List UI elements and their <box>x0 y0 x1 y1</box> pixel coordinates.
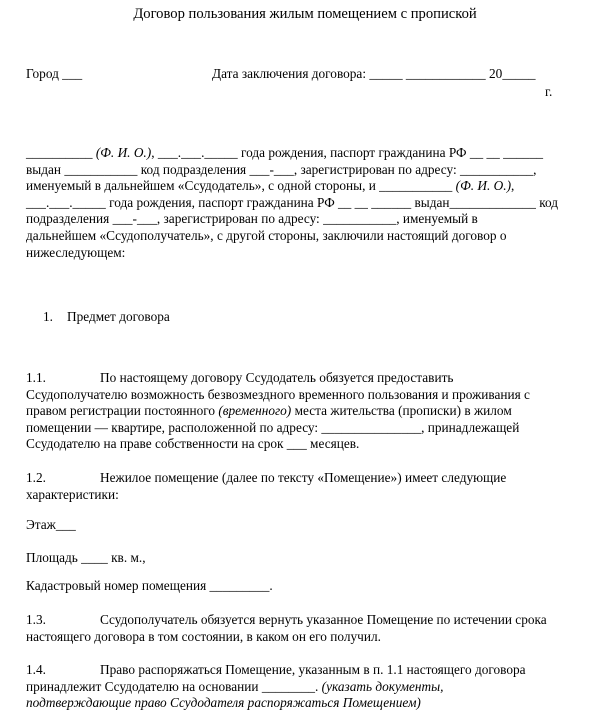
lender-named-text: именуемый в дальнейшем «Ссудодатель», с одной стороны, и ___________ <box>26 178 456 194</box>
clause-number: 1.1. <box>26 370 46 385</box>
clause-text: правом регистрации постоянного <box>26 403 219 419</box>
document-title: Договор пользования жилым помещением с пропиской <box>133 6 477 22</box>
clause-1-1-line-2: Ссудополучателю возможность безвозмездного временного пользования и проживания с <box>26 386 530 402</box>
clause-1-4-line-3: подтверждающие право Ссудодателя распоряжаться Помещением) <box>26 695 421 711</box>
clause-text: Право распоряжаться Помещение, указанным в п. 1.1 настоящего договора <box>100 662 526 677</box>
contract-date-line: Дата заключения договора: _____ ____________ 20_____ <box>212 66 536 81</box>
preamble-paragraph <box>26 145 558 261</box>
clause-1-4-line-2 <box>26 679 526 696</box>
clause-text: По настоящему договору Ссудодатель обязуется предоставить <box>100 370 454 385</box>
preamble-line-4: ___.___._____ года рождения, паспорт гражданина РФ __ __ ______ выдан_____________ код <box>26 194 559 210</box>
clause-1-1-line-3 <box>26 403 530 420</box>
preamble-line-2: выдан ___________ код подразделения ___-___, зарегистрирован по адресу: ___________, <box>26 161 537 177</box>
clause-1-3-line-2: настоящего договора в том состоянии, в каком он его получил. <box>26 628 381 644</box>
preamble-line-1 <box>26 145 558 162</box>
fio-italic-note: (Ф. И. О.) <box>455 178 512 194</box>
clause-number: 1.4. <box>26 662 46 677</box>
clause-number: 1.3. <box>26 612 46 627</box>
clause-1-1 <box>26 370 530 453</box>
clause-number: 1.2. <box>26 470 46 485</box>
clause-text: принадлежит Ссудодателю на основании ________. <box>26 678 322 694</box>
floor-blank-line: Этаж___ <box>26 517 76 532</box>
clause-1-1-line-1 <box>26 370 530 387</box>
clause-text: Нежилое помещение (далее по тексту «Помещение») имеет следующие <box>100 470 507 485</box>
clause-1-2 <box>26 470 506 503</box>
clause-1-4-line-1 <box>26 662 526 679</box>
preamble-line-3 <box>26 178 558 195</box>
section-1-heading <box>43 309 170 326</box>
city-blank-line: Город ___ <box>26 66 83 81</box>
preamble-line-7: нижеследующем: <box>26 244 126 260</box>
vremennogo-italic-note: (временного) <box>218 403 292 419</box>
documents-italic-note: (указать документы, <box>321 678 444 694</box>
clause-text: места жительства (прописки) в жилом <box>291 403 512 419</box>
clause-1-2-line-1 <box>26 470 506 487</box>
cadastral-number-blank-line: Кадастровый номер помещения _________. <box>26 578 273 593</box>
clause-1-3-line-1 <box>26 612 547 629</box>
lender-passport-text: , ___.___._____ года рождения, паспорт гражданина РФ __ __ ______ <box>151 145 544 160</box>
clause-1-4 <box>26 662 526 712</box>
lender-name-blank: __________ <box>26 145 96 160</box>
comma-text: , <box>511 178 515 194</box>
year-suffix: г. <box>545 84 553 99</box>
clause-1-2-line-2: характеристики: <box>26 486 119 502</box>
clause-1-1-line-4: помещении — квартире, расположенной по адресу: _______________, принадлежащей <box>26 419 520 435</box>
preamble-line-6: дальнейшем «Ссудополучатель», с другой стороны, заключили настоящий договор о <box>26 227 507 243</box>
clause-1-3 <box>26 612 547 645</box>
clause-text: Ссудополучатель обязуется вернуть указанное Помещение по истечении срока <box>100 612 547 627</box>
clause-1-1-line-5: Ссудодателю на праве собственности на срок ___ месяцев. <box>26 436 360 452</box>
section-number: 1. <box>43 309 53 324</box>
fio-italic-note: (Ф. И. О.) <box>95 145 152 160</box>
section-title: Предмет договора <box>67 309 170 324</box>
preamble-line-5: подразделения ___-___, зарегистрирован по адресу: ___________, именуемый в <box>26 211 478 227</box>
area-blank-line: Площадь ____ кв. м., <box>26 550 146 565</box>
